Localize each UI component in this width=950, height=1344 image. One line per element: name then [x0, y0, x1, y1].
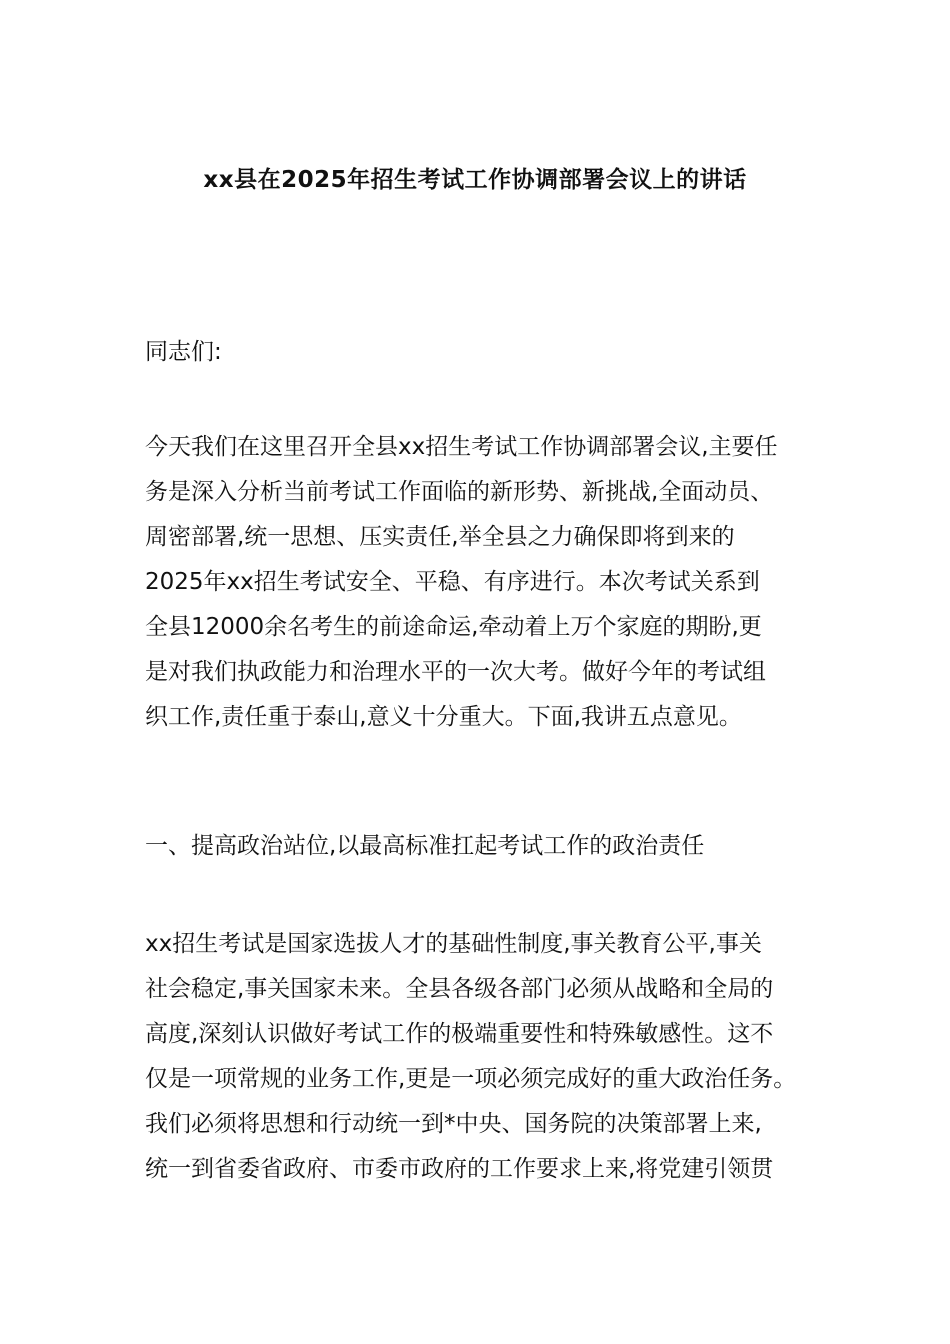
section-heading-1: 一、提高政治站位,以最高标准扛起考试工作的政治责任 — [145, 833, 705, 859]
paragraph-line: xx招生考试是国家选拔人才的基础性制度,事关教育公平,事关 — [145, 931, 762, 957]
paragraph-line: 仅是一项常规的业务工作,更是一项必须完成好的重大政治任务。 — [145, 1066, 797, 1092]
paragraph-line: 社会稳定,事关国家未来。全县各级各部门必须从战略和全局的 — [145, 976, 774, 1002]
paragraph-line: 2025年xx招生考试安全、平稳、有序进行。本次考试关系到 — [145, 569, 760, 595]
paragraph-section-1 — [145, 922, 815, 1192]
paragraph-line: 全县12000余名考生的前途命运,牵动着上万个家庭的期盼,更 — [145, 614, 762, 640]
paragraph-line: 是对我们执政能力和治理水平的一次大考。做好今年的考试组 — [145, 659, 766, 685]
paragraph-line: 织工作,责任重于泰山,意义十分重大。下面,我讲五点意见。 — [145, 704, 742, 730]
paragraph-line: 高度,深刻认识做好考试工作的极端重要性和特殊敏感性。这不 — [145, 1021, 774, 1047]
paragraph-line: 周密部署,统一思想、压实责任,举全县之力确保即将到来的 — [145, 524, 735, 550]
paragraph-line: 统一到省委省政府、市委市政府的工作要求上来,将党建引领贯 — [145, 1156, 774, 1182]
paragraph-line: 我们必须将思想和行动统一到*中央、国务院的决策部署上来, — [145, 1111, 762, 1137]
greeting: 同志们: — [145, 339, 222, 365]
paragraph-line: 今天我们在这里召开全县xx招生考试工作协调部署会议,主要任 — [145, 434, 778, 460]
paragraph-line: 务是深入分析当前考试工作面临的新形势、新挑战,全面动员、 — [145, 479, 774, 505]
paragraph-intro — [145, 425, 815, 740]
document-title: xx县在2025年招生考试工作协调部署会议上的讲话 — [203, 167, 747, 193]
